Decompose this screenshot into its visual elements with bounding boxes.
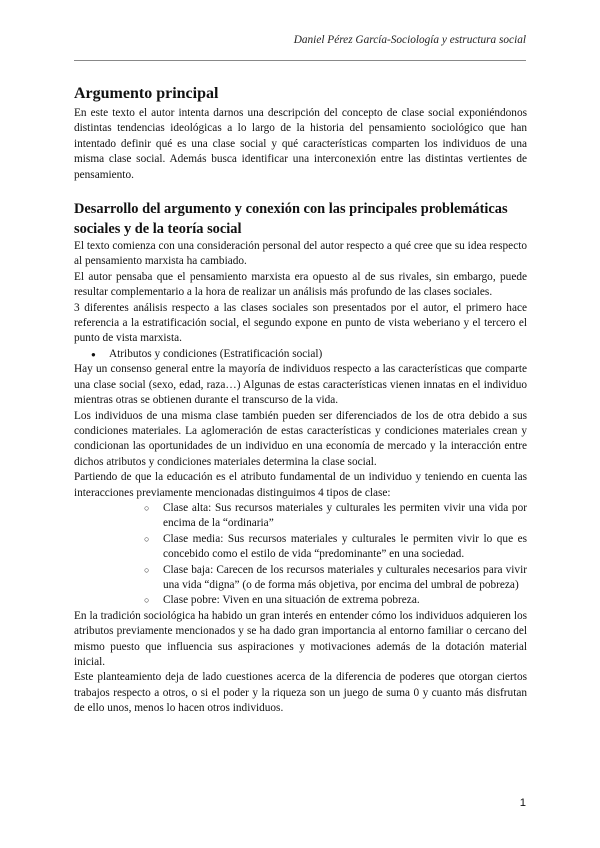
section-heading-desarrollo: Desarrollo del argumento y conexión con las principales problemáticas sociales y de la teoría social [74,201,508,238]
paragraph: Hay un consenso general entre la mayoría de individuos respecto a las características que comparte una clase social (sexo, edad, raza…) Algunas de estas características vienen innatas en el individuo mientras otras se obtienen durante el transcurso de la vida. [74,363,527,407]
paragraph: El texto comienza con una consideración personal del autor respecto a qué cree que su idea respecto al pensamiento marxista ha cambiado. [74,240,527,268]
header-divider [74,60,526,61]
page-number: 1 [519,797,526,809]
paragraph: Partiendo de que la educación es el atributo fundamental de un individuo y teniendo en cuenta las interacciones previamente mencionadas distinguimos 4 tipos de clase: [74,471,527,499]
section-heading-argumento: Argumento principal [74,85,219,102]
class-item-alta: ○ Clase alta: Sus recursos materiales y culturales les permiten vivir una vida por encima de la “ordinaria” [144,501,527,532]
class-item-pobre: ○ Clase pobre: Viven en una situación de extrema pobreza. [144,593,527,608]
paragraph: En este texto el autor intenta darnos una descripción del concepto de clase social exponiéndonos distintas tendencias ideológicas a lo largo de la historia del pensamiento sociológico que han intentado definir qué es una clase social y qué características comparten los individuos de una misma clase social. Además busca identificar una interconexión entre las distintas vertientes de pensamiento. [74,107,527,181]
running-header: Daniel Pérez García-Sociología y estructura social [293,34,526,46]
class-item-baja: ○ Clase baja: Carecen de los recursos materiales y culturales necesarios para vivir una vida “digna” (o de forma más objetiva, por encima del umbral de pobreza) [144,563,527,594]
paragraph: El autor pensaba que el pensamiento marxista era opuesto al de sus rivales, sin embargo, puede resultar complementario a la hora de realizar un análisis más profundo de las clases sociales. [74,270,527,299]
class-types-list [74,501,527,609]
paragraph: Este planteamiento deja de lado cuestiones acerca de la diferencia de poderes que otorgan ciertos trabajos respecto a otros, o si el poder y la riqueza son un juego de suma 0 y cuanto más disfrutan de ello unos, menos lo hacen otros individuos. [74,671,527,715]
bullet-list [74,347,527,362]
paragraph: En la tradición sociológica ha habido un gran interés en entender cómo los individuos adquieren los atributos previamente mencionados y se ha dado gran importancia al entorno familiar o cercano del mismo puesto que influencia sus aspiraciones y motivaciones además de la dotación material inicial. [74,609,527,668]
class-item-media: ○ Clase media: Sus recursos materiales y culturales le permiten vivir lo que es concebido como el estilo de vida “predominante” en una sociedad. [144,532,527,563]
bullet-item: ● Atributos y condiciones (Estratificación social) [74,347,527,362]
paragraph: Los individuos de una misma clase también pueden ser diferenciados de los de otra debido a sus condiciones materiales. La aglomeración de estas características y condiciones materiales crean y condicionan las oportunidades de un individuo en una economía de mercado y la interacción entre dichos atributos y condiciones materiales determina la clase social. [74,409,527,468]
paragraph: 3 diferentes análisis respecto a las clases sociales son presentados por el autor, el primero hace referencia a la estratificación social, el segundo expone en punto de vista weberiano y el tercero el punto de vista marxista. [74,301,527,345]
page-content [74,84,527,717]
